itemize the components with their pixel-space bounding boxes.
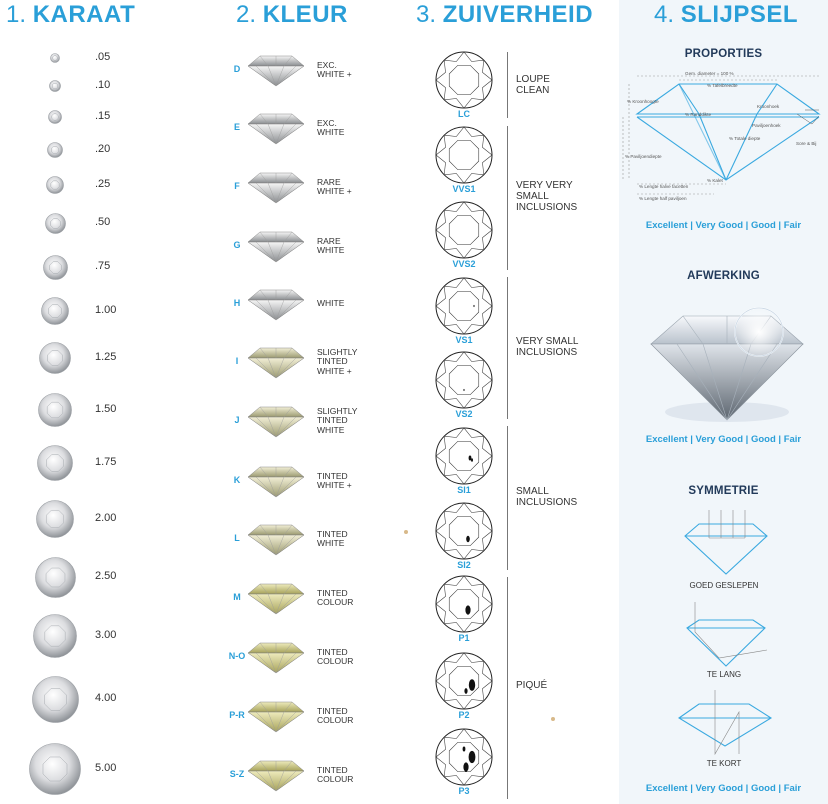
clarity-group-line: VERY SMALL — [516, 336, 579, 347]
color-grade-description — [317, 178, 352, 197]
carat-weight-label: 1.75 — [95, 456, 117, 468]
color-description-line: COLOUR — [317, 715, 354, 725]
clarity-group-line: LOUPE — [516, 74, 550, 85]
color-description-line: SLIGHTLY — [317, 405, 358, 416]
color-diamond-icon — [246, 228, 306, 264]
clarity-diamond-icon — [434, 276, 494, 336]
afwerking-heading: AFWERKING — [687, 270, 760, 282]
color-grade-letter: G — [233, 240, 241, 250]
label-kalet: % Kalet — [707, 178, 723, 183]
clarity-diamond-icon — [434, 350, 494, 410]
color-grade-letter: D — [233, 64, 241, 74]
karaat-number: 1. — [6, 1, 27, 28]
clarity-diamond-icon — [434, 501, 494, 561]
slijpsel-word: SLIJPSEL — [680, 1, 799, 28]
color-description-line: WHITE + — [317, 69, 352, 79]
symmetry-long-diagram — [681, 598, 771, 670]
color-diamond-icon — [246, 286, 306, 322]
clarity-diamond-icon — [434, 200, 494, 260]
color-description-line: COLOUR — [317, 774, 354, 784]
clarity-diamond-icon — [434, 50, 494, 110]
color-diamond-icon — [246, 110, 306, 146]
color-description-line: TINTED — [317, 356, 348, 367]
color-diamond-icon — [246, 698, 306, 734]
color-grade-letter: S-Z — [229, 769, 245, 779]
kleur-word: KLEUR — [262, 1, 348, 28]
carat-weight-label: .20 — [95, 143, 111, 155]
clarity-group-si — [516, 486, 577, 508]
clarity-bracket-vvs — [507, 126, 508, 270]
color-grade-letter: E — [233, 122, 240, 132]
color-description-line: TINTED — [317, 415, 348, 426]
clarity-group-line: INCLUSIONS — [516, 347, 578, 358]
carat-diamond-icon — [36, 500, 74, 538]
proportions-diagram — [619, 70, 828, 210]
carat-diamond-icon — [47, 142, 63, 158]
carat-weight-label: 5.00 — [95, 762, 117, 774]
color-grade-description — [317, 648, 353, 667]
color-description-line: WHITE — [317, 424, 345, 435]
clarity-group-vvs — [516, 180, 577, 213]
label-kroonhoek: Kroonhoek — [757, 104, 780, 109]
clarity-grade-code: SI2 — [457, 560, 471, 570]
color-description-line: EXC. — [317, 117, 337, 128]
clarity-diamond-icon — [434, 125, 494, 185]
color-diamond-icon — [246, 463, 306, 499]
clarity-diamond-icon — [434, 651, 494, 711]
clarity-group-line: SMALL — [516, 191, 549, 202]
clarity-grade-code: SI1 — [457, 485, 471, 495]
color-description-line: TINTED — [317, 764, 348, 775]
carat-diamond-icon — [39, 342, 71, 374]
color-grade-letter: N-O — [228, 651, 246, 661]
label-diameter: Gem. diameter = 100 % — [685, 71, 734, 76]
slijpsel-number: 4. — [654, 1, 675, 28]
carat-diamond-icon — [33, 614, 77, 658]
carat-diamond-icon — [29, 743, 81, 795]
label-paviljoenhoek: Paviljoenhoek — [752, 123, 781, 128]
carat-diamond-icon — [35, 557, 76, 598]
color-diamond-icon — [246, 169, 306, 205]
clarity-group-line: INCLUSIONS — [516, 202, 578, 213]
color-diamond-icon — [246, 521, 306, 557]
clarity-grade-code: P3 — [458, 786, 470, 796]
carat-diamond-icon — [49, 80, 61, 92]
polished-diamond-image — [647, 292, 807, 427]
clarity-diamond-icon — [434, 426, 494, 486]
clarity-grade-code: P2 — [458, 710, 470, 720]
carat-weight-label: 2.00 — [95, 512, 117, 524]
color-description-line: TINTED — [317, 705, 348, 716]
clarity-grade-code: VS2 — [455, 409, 473, 419]
zuiverheid-word: ZUIVERHEID — [442, 1, 594, 28]
symmetrie-heading: SYMMETRIE — [688, 485, 759, 497]
label-onder-half2: % Lengte half paviljoen — [639, 196, 687, 201]
label-totale-diepte: % Totale diepte — [729, 136, 761, 141]
symmetry-good-diagram — [681, 508, 771, 580]
color-diamond-icon — [246, 403, 306, 439]
color-description-line: COLOUR — [317, 656, 354, 666]
color-diamond-icon — [246, 639, 306, 675]
clarity-group-lc — [516, 74, 550, 96]
color-description-line: TINTED — [317, 470, 348, 481]
color-diamond-icon — [246, 52, 306, 88]
color-grade-letter: L — [234, 533, 240, 543]
carat-diamond-icon — [38, 393, 72, 427]
color-grade-description — [317, 237, 344, 256]
color-grade-description — [317, 472, 352, 491]
color-grade-letter: H — [233, 298, 241, 308]
color-description-line: WHITE — [317, 245, 345, 255]
symmetry-short-diagram — [677, 688, 773, 760]
carat-weight-label: 2.50 — [95, 570, 117, 582]
color-grade-description — [317, 348, 357, 376]
kleur-number: 2. — [236, 1, 257, 28]
carat-weight-label: 1.00 — [95, 304, 117, 316]
afwerking-grades: Excellent | Very Good | Good | Fair — [645, 434, 802, 445]
clarity-group-line: INCLUSIONS — [516, 497, 578, 508]
symmetry-good-label: GOED GESLEPEN — [689, 581, 759, 590]
color-grade-letter: K — [233, 475, 241, 485]
color-grade-letter: F — [234, 181, 240, 191]
kleur-title — [236, 0, 348, 30]
label-scene: Sore & Bij — [796, 141, 817, 146]
carat-diamond-icon — [45, 213, 66, 234]
clarity-group-vs — [516, 336, 578, 358]
color-description-line: RARE — [317, 176, 341, 187]
color-description-line: COLOUR — [317, 597, 354, 607]
carat-weight-label: .25 — [95, 178, 111, 190]
carat-weight-label: .05 — [95, 51, 111, 63]
color-grade-description — [317, 299, 344, 308]
carat-diamond-icon — [43, 255, 68, 280]
color-grade-letter: J — [234, 415, 240, 425]
carat-weight-label: .10 — [95, 79, 111, 91]
scan-fleck — [551, 717, 555, 721]
carat-weight-label: 3.00 — [95, 629, 117, 641]
color-grade-description — [317, 707, 353, 726]
carat-diamond-icon — [50, 53, 60, 63]
label-onder-half: % Lengte halve facetten — [639, 184, 689, 189]
symmetrie-grades: Excellent | Very Good | Good | Fair — [645, 783, 802, 794]
clarity-group-line: SMALL — [516, 486, 549, 497]
carat-weight-label: .50 — [95, 216, 111, 228]
label-tafel: % Tafelbreedte — [707, 83, 738, 88]
symmetry-long-label: TE LANG — [706, 670, 742, 679]
clarity-diamond-icon — [434, 727, 494, 787]
proporties-grades: Excellent | Very Good | Good | Fair — [645, 220, 802, 231]
clarity-bracket-vs — [507, 277, 508, 419]
color-grade-description — [317, 61, 352, 80]
label-randdikte: % Randdikte — [685, 112, 712, 117]
karaat-title — [6, 0, 135, 30]
clarity-bracket-si — [507, 426, 508, 570]
clarity-grade-code: LC — [458, 109, 470, 119]
carat-diamond-icon — [41, 297, 69, 325]
clarity-group-p — [516, 680, 547, 691]
color-description-line: WHITE + — [317, 186, 352, 196]
scan-fleck — [404, 530, 408, 534]
clarity-group-line: VERY VERY — [516, 180, 573, 191]
color-grade-description — [317, 407, 357, 435]
color-grade-description — [317, 119, 344, 138]
label-kroonhoogte: % Kroonhoogte — [627, 99, 659, 104]
clarity-group-line: PIQUÉ — [516, 680, 548, 691]
clarity-diamond-icon — [434, 574, 494, 634]
clarity-grade-code: VS1 — [455, 335, 473, 345]
carat-diamond-icon — [37, 445, 73, 481]
carat-weight-label: 1.25 — [95, 351, 117, 363]
color-description-line: WHITE — [317, 538, 345, 548]
proporties-heading: PROPORTIES — [684, 48, 763, 60]
slijpsel-title — [654, 0, 798, 30]
color-description-line: EXC. — [317, 59, 337, 70]
color-grade-description — [317, 766, 353, 785]
clarity-grade-code: P1 — [458, 633, 470, 643]
clarity-bracket-p — [507, 577, 508, 799]
carat-weight-label: 4.00 — [95, 692, 117, 704]
color-grade-letter: M — [233, 592, 241, 602]
carat-weight-label: .75 — [95, 260, 111, 272]
color-diamond-icon — [246, 344, 306, 380]
color-description-line: SLIGHTLY — [317, 346, 358, 357]
color-description-line: RARE — [317, 235, 341, 246]
carat-weight-label: .15 — [95, 110, 111, 122]
carat-diamond-icon — [32, 676, 79, 723]
color-grade-letter: P-R — [229, 710, 245, 720]
color-description-line: WHITE — [317, 127, 345, 137]
symmetry-short-label: TE KORT — [706, 759, 742, 768]
clarity-bracket-lc — [507, 52, 508, 118]
zuiverheid-number: 3. — [416, 1, 437, 28]
color-description-line: TINTED — [317, 528, 348, 539]
carat-diamond-icon — [46, 176, 64, 194]
color-description-line: TINTED — [317, 646, 348, 657]
carat-diamond-icon — [48, 110, 62, 124]
color-grade-letter: I — [235, 356, 239, 366]
color-grade-description — [317, 589, 353, 608]
label-paviljoendiepte: % Paviljoendiepte — [625, 154, 662, 159]
zuiverheid-title — [416, 0, 593, 30]
karaat-word: KARAAT — [32, 1, 136, 28]
color-diamond-icon — [246, 580, 306, 616]
carat-weight-label: 1.50 — [95, 403, 117, 415]
color-description-line: WHITE — [317, 298, 345, 309]
color-grade-description — [317, 530, 348, 549]
clarity-grade-code: VVS1 — [452, 184, 476, 194]
slijpsel-panel — [619, 0, 828, 804]
color-description-line: WHITE + — [317, 365, 352, 376]
color-description-line: TINTED — [317, 587, 348, 598]
clarity-grade-code: VVS2 — [452, 259, 476, 269]
color-diamond-icon — [246, 757, 306, 793]
color-description-line: WHITE + — [317, 480, 352, 490]
clarity-group-line: CLEAN — [516, 85, 550, 96]
